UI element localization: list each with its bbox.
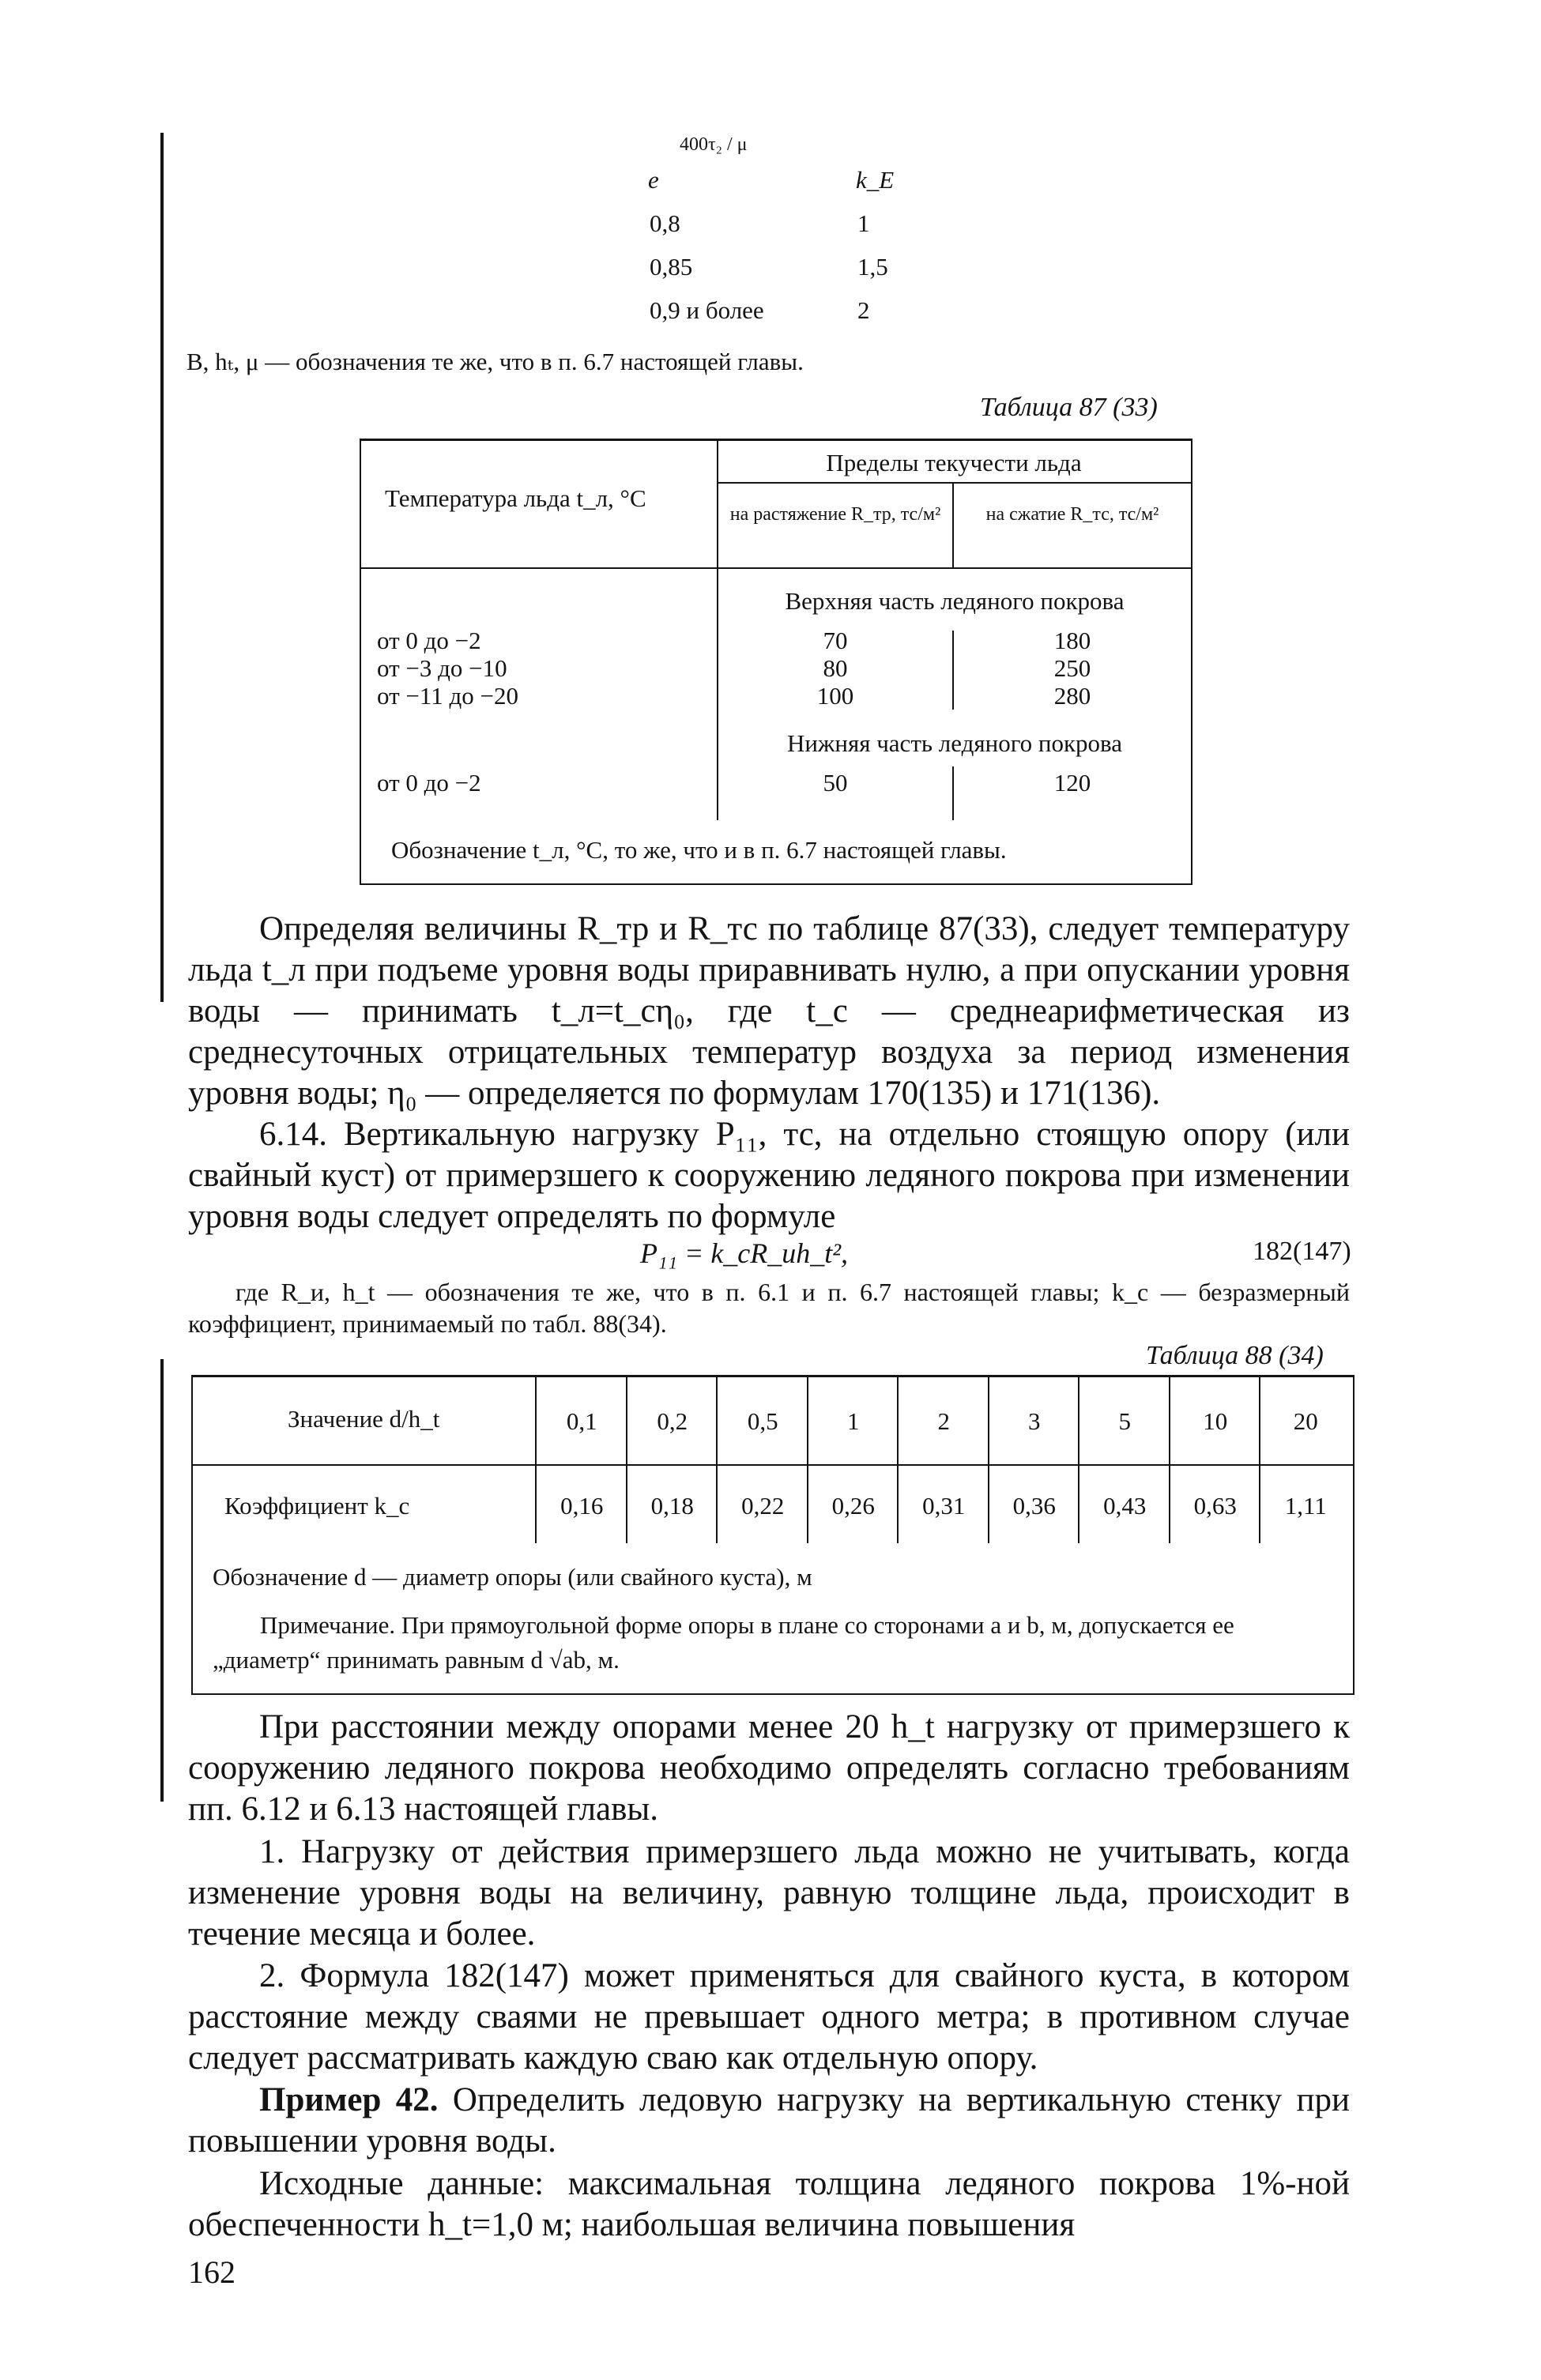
paragraph-1 <box>188 909 1350 1114</box>
table88-row1-label: Значение d/h_t <box>288 1405 440 1433</box>
top-table-col2-header: k_E <box>856 166 895 194</box>
table88-d-value: 1 <box>847 1407 860 1435</box>
top-table-row-1-k: 1 <box>857 209 870 237</box>
table87-row2-compression: 250 <box>1053 654 1091 682</box>
table88-d-value: 2 <box>937 1407 950 1435</box>
table88-d-value: 20 <box>1293 1407 1318 1435</box>
table87-group-divider <box>717 482 1191 484</box>
top-table-formula: 400τ₂ / μ <box>680 134 748 155</box>
table87-compression-header: на сжатие R_тс, тс/м² <box>985 504 1159 525</box>
paragraph-example-42 <box>188 2080 1350 2162</box>
table87-row1-compression: 180 <box>1053 627 1091 654</box>
table87-section2: Нижняя часть ледяного покрова <box>786 729 1123 757</box>
table87-group-header: Пределы текучести льда <box>826 449 1082 476</box>
table88-k-value: 1,11 <box>1284 1492 1327 1520</box>
table88-k-value: 0,22 <box>741 1492 785 1520</box>
page-number: 162 <box>188 2254 235 2290</box>
paragraph-5 <box>188 1956 1350 2079</box>
table87-footnote: Обозначение t_л, °С, то же, что и в п. 6.7 настоящей главы. <box>391 836 1007 864</box>
table87-row3-tension: 100 <box>816 682 854 710</box>
table87-row3-compression: 280 <box>1053 682 1091 710</box>
table87-row4-compression: 120 <box>1053 769 1091 796</box>
paragraph-4-text: 1. Нагрузку от действия примерзшего льда можно не учитывать, когда изменение уровня воды на величину, равную толщине льда, происходит в течение месяца и более. <box>188 1833 1350 1953</box>
table87-header-divider <box>361 567 1191 569</box>
table88-k-value: 0,18 <box>650 1492 694 1520</box>
table87-row4-tension: 50 <box>823 769 848 796</box>
table87-row3-temp: от −11 до −20 <box>377 682 518 710</box>
top-table-row-1-e: 0,8 <box>650 209 680 237</box>
table88-row-divider <box>193 1464 1353 1466</box>
table88-k-value: 0,43 <box>1103 1492 1147 1520</box>
paragraph-1-text: Определяя величины R_тр и R_тс по таблице 87(33), следует температуру льда t_л при подъеме уровня воды приравнивать нулю, а при опускании уровня воды — принимать t_л=t_сη₀, где t_с — среднеарифметическая из среднесуточных отрицательных температур воздуха за период изменения уровня воды; η₀ — определяется по формулам 170(135) и 171(136). <box>188 910 1350 1112</box>
table87-row1-temp: от 0 до −2 <box>377 627 481 654</box>
paragraph-3-text: При расстоянии между опорами менее 20 h_t нагрузку от примерзшего к сооружению ледяного покрова необходимо определять согласно требованиям пп. 6.12 и 6.13 настоящей главы. <box>188 1708 1350 1828</box>
top-table-col1-header: e <box>648 166 659 194</box>
left-margin-rule-lower <box>160 1359 164 1802</box>
table88-d-value: 3 <box>1028 1407 1041 1435</box>
table87-subcol-divider <box>952 482 954 567</box>
table88-caption: Таблица 88 (34) <box>1146 1341 1324 1370</box>
table88-d-value: 0,2 <box>657 1407 688 1435</box>
formula-note-text: где R_и, h_t — обозначения те же, что в п. 6.1 и п. 6.7 настоящей главы; k_с — безразмерный коэффициент, принимаемый по табл. 88(34). <box>188 1278 1350 1338</box>
paragraph-6-14 <box>188 1114 1350 1237</box>
example-42-paragraph <box>188 2080 1350 2162</box>
table88-k-value: 0,26 <box>831 1492 875 1520</box>
paragraph-6-14-text: 6.14. Вертикальную нагрузку P₁₁, тс, на отдельно стоящую опору (или свайный куст) от примерзшего к сооружению ледяного покрова при изменении уровня воды следует определять по формуле <box>188 1116 1350 1235</box>
table87 <box>360 439 1192 885</box>
top-table-note: B, hₜ, μ — обозначения те же, что в п. 6.7 настоящей главы. <box>187 348 804 375</box>
formula-note <box>188 1276 1350 1339</box>
table87-tension-header: на растяжение R_тр, тс/м² <box>729 504 941 525</box>
table87-caption: Таблица 87 (33) <box>980 393 1158 422</box>
paragraph-5-text: 2. Формула 182(147) может применяться для свайного куста, в котором расстояние между сваями не превышает одного метра; в противном случае следует рассматривать каждую сваю как отдельную опору. <box>188 1957 1350 2077</box>
table88-d-value: 0,5 <box>747 1407 778 1435</box>
table88-row2-label: Коэффициент k_с <box>224 1492 410 1520</box>
table88-k-value: 0,63 <box>1193 1492 1237 1520</box>
paragraph-4 <box>188 1832 1350 1955</box>
table87-row2-tension: 80 <box>823 654 848 682</box>
table88-note2: Примечание. При прямоугольной форме опоры в плане со сторонами a и b, м, допускается ее „диаметр“ принимать равным d √ab, м. <box>213 1611 1234 1674</box>
top-table-row-3-e: 0,9 и более <box>650 296 764 324</box>
table87-section1: Верхняя часть ледяного покрова <box>785 587 1125 615</box>
table88-k-value: 0,36 <box>1012 1492 1056 1520</box>
table87-row1-tension: 70 <box>823 627 848 654</box>
paragraph-7 <box>188 2163 1350 2246</box>
example-42-text: Определить ледовую нагрузку на вертикальную стенку при повышении уровня воды. <box>188 2081 1350 2160</box>
table87-row2-temp: от −3 до −10 <box>377 654 507 682</box>
left-margin-rule <box>160 133 164 1002</box>
top-table-row-2-e: 0,85 <box>650 253 693 281</box>
table88-note1: Обозначение d — диаметр опоры (или свайного куста), м <box>213 1563 812 1591</box>
table87-row4-temp: от 0 до −2 <box>377 769 481 796</box>
paragraph-3 <box>188 1707 1350 1830</box>
formula: P₁₁ = k_сR_иh_t², <box>640 1237 849 1269</box>
top-table-row-3-k: 2 <box>857 296 870 324</box>
formula-number: 182(147) <box>1253 1237 1351 1266</box>
example-42-label: Пример 42. <box>259 2081 439 2118</box>
table87-temp-header: Температура льда t_л, °С <box>385 484 646 512</box>
top-table-row-2-k: 1,5 <box>857 253 888 281</box>
table88-k-value: 0,16 <box>560 1492 604 1520</box>
table88-d-value: 0,1 <box>566 1407 597 1435</box>
table88-d-value: 10 <box>1203 1407 1228 1435</box>
table88-d-value: 5 <box>1118 1407 1131 1435</box>
table88-k-value: 0,31 <box>922 1492 966 1520</box>
paragraph-7-text: Исходные данные: максимальная толщина ледяного покрова 1%-ной обеспеченности h_t=1,0 м; наибольшая величина повышения <box>188 2165 1350 2243</box>
table88 <box>191 1375 1354 1695</box>
